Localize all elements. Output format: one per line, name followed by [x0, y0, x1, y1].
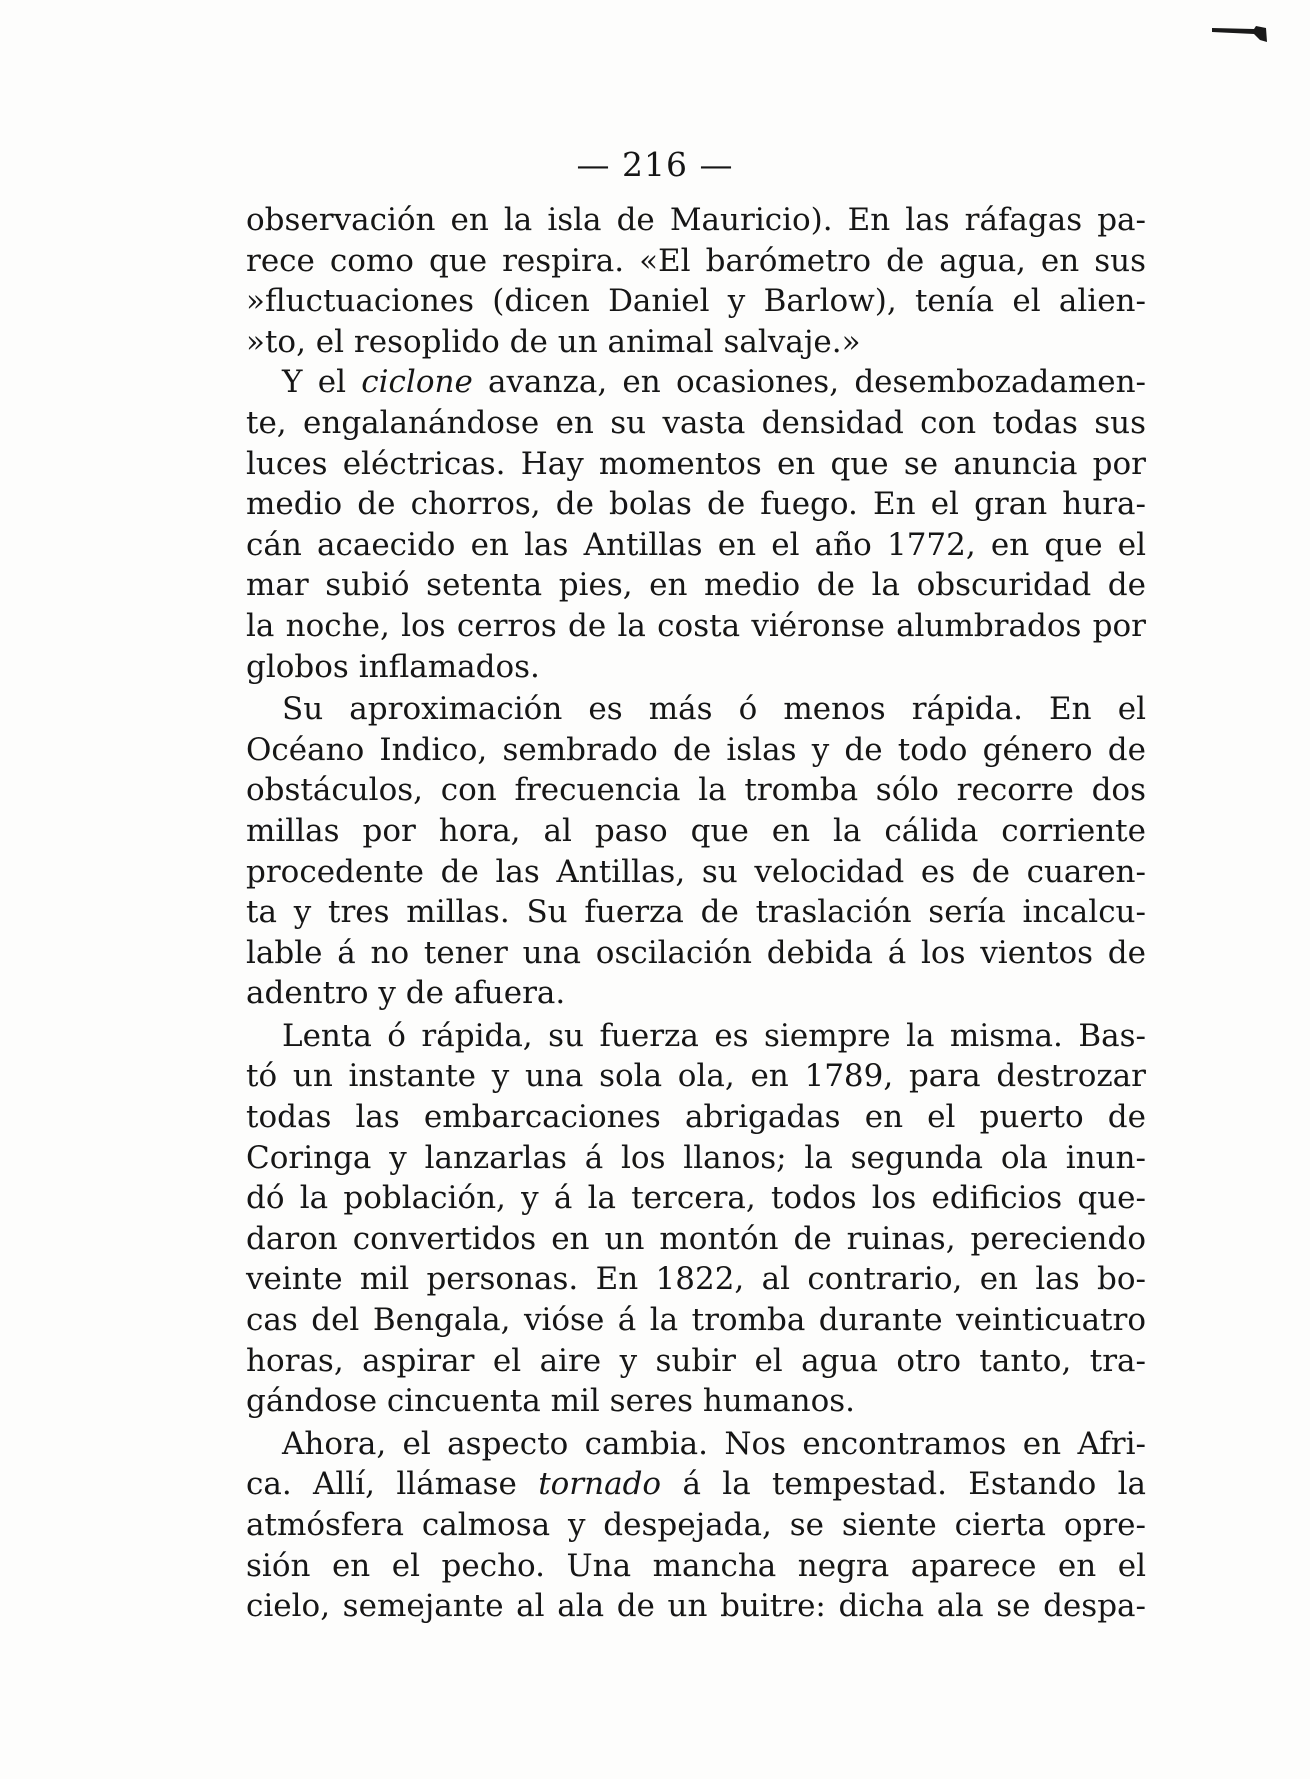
text-line: medio de chorros, de bolas de fuego. En el gran hura- [246, 486, 1146, 523]
text-line: cán acaecido en las Antillas en el año 1772, en que el [246, 526, 1146, 563]
text-line: procedente de las Antillas, su velocidad es de cuaren- [246, 853, 1146, 890]
text-line: ta y tres millas. Su fuerza de traslación sería incalcu- [246, 894, 1146, 931]
text-line: observación en la isla de Mauricio). En las ráfagas pa- [246, 202, 1146, 238]
text-line: veinte mil personas. En 1822, al contrario, en las bo- [246, 1261, 1146, 1298]
text-line: obstáculos, con frecuencia la tromba sólo recorre dos [246, 772, 1146, 809]
text-line: gándose cincuenta mil seres humanos. [246, 1383, 856, 1420]
text-line: luces eléctricas. Hay momentos en que se anuncia por [246, 445, 1146, 482]
italic-term: tornado [538, 1466, 662, 1503]
text-line [246, 362, 1146, 403]
text-line: mar subió setenta pies, en medio de la obscuridad de [246, 567, 1146, 604]
text-line: millas por hora, al paso que en la cálida corriente [246, 812, 1146, 849]
text-line: lable á no tener una oscilación debida á los vientos de [246, 934, 1146, 971]
text-line [246, 1464, 1146, 1505]
text-line: Su aproximación es más ó menos rápida. En el [282, 691, 1146, 728]
text-line: »fluctuaciones (dicen Daniel y Barlow), tenía el alien- [246, 283, 1146, 320]
text-line: atmósfera calmosa y despejada, se siente cierta opre- [246, 1507, 1146, 1543]
text-line: daron convertidos en un montón de ruinas, pereciendo [246, 1220, 1146, 1257]
text-line: te, engalanándose en su vasta densidad con todas sus [246, 404, 1146, 441]
text-line: dó la población, y á la tercera, todos los edificios que- [246, 1180, 1146, 1217]
text-line: globos inflamados. [246, 648, 540, 685]
text-line: cas del Bengala, vióse á la tromba durante veinticuatro [246, 1302, 1146, 1339]
text-segment: Y el [282, 364, 362, 401]
text-line: Ahora, el aspecto cambia. Nos encontramos en Afri- [282, 1425, 1146, 1462]
text-segment: ca. Allí, llámase [246, 1466, 539, 1503]
text-line: cielo, semejante al ala de un buitre: dicha ala se despa- [246, 1588, 1146, 1625]
text-line: la noche, los cerros de la costa viéronse alumbrados por [246, 607, 1146, 644]
text-line: tó un instante y una sola ola, en 1789, para destrozar [246, 1058, 1146, 1095]
text-line: rece como que respira. «El barómetro de agua, en sus [246, 242, 1146, 279]
text-line: Lenta ó rápida, su fuerza es siempre la misma. Bas- [282, 1017, 1146, 1054]
text-line: Coringa y lanzarlas á los llanos; la segunda ola inun- [246, 1139, 1146, 1176]
page-number: — 216 — [576, 145, 734, 184]
text-line: »to, el resoplido de un animal salvaje.» [246, 323, 861, 360]
italic-term: ciclone [361, 364, 473, 401]
text-segment: avanza, en ocasiones, desembozadamen- [472, 364, 1147, 401]
text-line: Océano Indico, sembrado de islas y de todo género de [246, 731, 1146, 768]
text-segment: á la tempestad. Estando la [661, 1466, 1147, 1503]
text-line: horas, aspirar el aire y subir el agua otro tanto, tra- [246, 1342, 1146, 1379]
body-text [246, 200, 1146, 1627]
text-line: sión en el pecho. Una mancha negra aparece en el [246, 1547, 1146, 1584]
scan-edge-mark [1210, 22, 1268, 44]
text-line: todas las embarcaciones abrigadas en el puerto de [246, 1099, 1146, 1136]
text-line: adentro y de afuera. [246, 975, 566, 1012]
